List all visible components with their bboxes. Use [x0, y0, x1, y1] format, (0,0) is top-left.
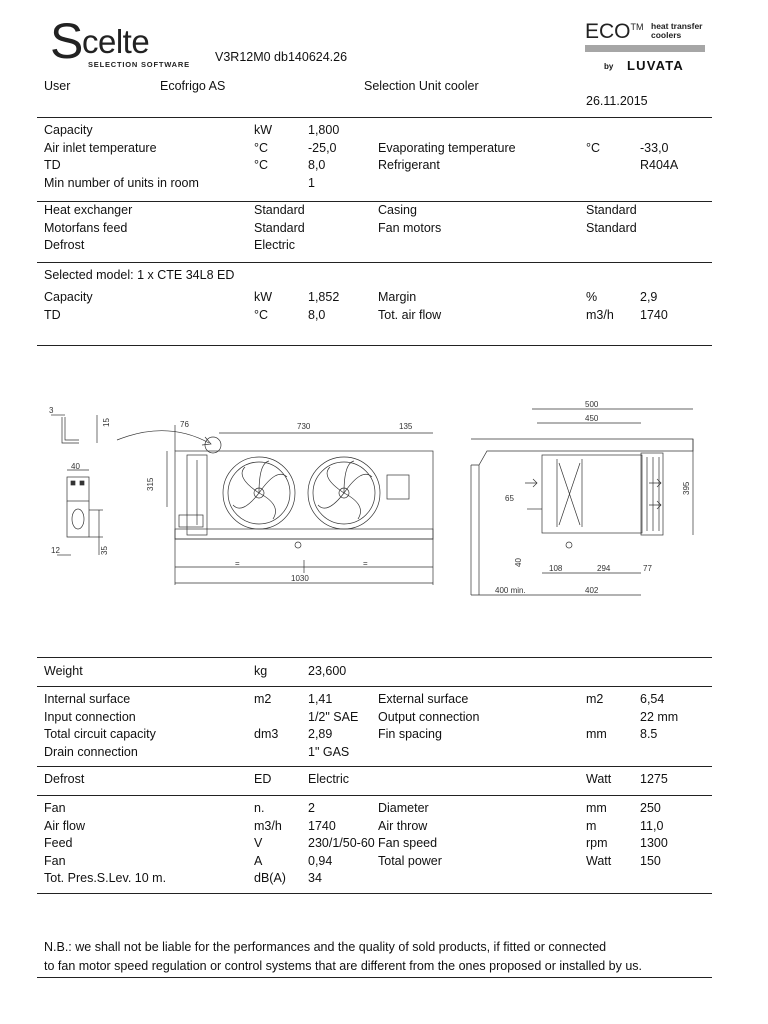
fans-value: 34 — [308, 871, 322, 886]
eco-tagline-2: coolers — [651, 30, 682, 40]
surfaces-unit2: m2 — [586, 692, 604, 706]
selected-value: 8,0 — [308, 308, 326, 322]
fans-label: Tot. Pres.S.Lev. 10 m. — [44, 871, 167, 886]
selected-unit: °C — [254, 308, 269, 322]
conditions-value: 8,0 — [308, 158, 326, 173]
selected-unit2: % — [586, 290, 598, 304]
fans-label: Fan — [44, 801, 66, 815]
fans-value2: 11,0 — [640, 818, 664, 833]
surfaces-value: 2,89 — [308, 727, 333, 742]
surfaces-label2: Output connection — [378, 709, 480, 724]
fans-label: Air flow — [44, 818, 85, 833]
eco-text: ECO — [585, 20, 631, 43]
conditions-unit: °C — [254, 140, 269, 155]
weight-value: 23,600 — [308, 664, 347, 678]
divider — [37, 345, 712, 346]
dim-500: 500 — [585, 400, 599, 409]
logo-initial: S — [50, 13, 84, 69]
surfaces-value2: 8.5 — [640, 727, 658, 742]
fans-label: Fan — [44, 853, 66, 868]
fans-unit: dB(A) — [254, 871, 286, 886]
fans-value: 1740 — [308, 818, 336, 833]
dim-40-side: 40 — [514, 558, 523, 567]
by-text: by — [604, 62, 614, 71]
selected-label2: Tot. air flow — [378, 308, 442, 322]
selected-model: Selected model: 1 x CTE 34L8 ED — [44, 268, 235, 282]
fans-unit2: rpm — [586, 836, 608, 851]
scelte-logo — [50, 13, 200, 70]
fans-unit: V — [254, 836, 263, 851]
surfaces-unit: dm3 — [254, 727, 279, 742]
surfaces-label2: External surface — [378, 692, 469, 706]
logo-subtitle: SELECTION SOFTWARE — [88, 60, 190, 69]
defrost-label: Defrost — [44, 772, 85, 786]
eco-tm: TM — [630, 22, 644, 32]
eco-logo — [585, 20, 644, 44]
conditions-unit: °C — [254, 158, 269, 173]
dim-12: 12 — [51, 546, 60, 555]
defrost-value: Electric — [308, 772, 349, 786]
dim-77: 77 — [643, 564, 652, 573]
fans-label2: Diameter — [378, 801, 429, 815]
dim-1030: 1030 — [291, 574, 309, 583]
options-value: Standard — [254, 220, 305, 235]
fans-unit2: Watt — [586, 853, 612, 868]
dim-40: 40 — [71, 462, 80, 471]
conditions-value2: R404A — [640, 158, 679, 173]
technical-drawing — [37, 395, 717, 610]
dim-135: 135 — [399, 422, 413, 431]
dim-400-min: 400 min. — [495, 586, 526, 595]
dim-395: 395 — [682, 481, 691, 495]
dim-294: 294 — [597, 564, 611, 573]
fans-value: 2 — [308, 801, 315, 815]
options-label2: Casing — [378, 203, 417, 217]
conditions-value: 1 — [308, 175, 315, 190]
dim-eq-right: = — [363, 559, 368, 568]
divider — [37, 795, 712, 796]
conditions-label: Min number of units in room — [44, 175, 199, 190]
bracket-detail — [51, 415, 103, 555]
fans-unit2: m — [586, 818, 597, 833]
divider — [37, 201, 712, 202]
surfaces-label: Input connection — [44, 709, 136, 724]
disclaimer-line-1: N.B.: we shall not be liable for the performances and the quality of sold products, if fitted or connected — [44, 940, 607, 954]
divider — [37, 262, 712, 263]
selection-type: Selection Unit cooler — [364, 79, 479, 93]
options-value2: Standard — [586, 220, 637, 235]
fans-label2: Air throw — [378, 818, 428, 833]
surfaces-value2: 6,54 — [640, 692, 665, 706]
surfaces-value: 1/2" SAE — [308, 709, 359, 724]
fans-label: Feed — [44, 836, 73, 851]
luvata-logo: LUVATA — [627, 58, 685, 73]
fans-value: 230/1/50-60 — [308, 836, 375, 851]
user-value: Ecofrigo AS — [160, 79, 226, 93]
dim-15: 15 — [102, 418, 111, 427]
options-value2: Standard — [586, 203, 637, 217]
selected-value2: 2,9 — [640, 290, 658, 304]
weight-label: Weight — [44, 664, 83, 678]
dim-35: 35 — [100, 546, 109, 555]
selected-value: 1,852 — [308, 290, 340, 304]
fans-value2: 250 — [640, 801, 661, 815]
fans-unit2: mm — [586, 801, 607, 815]
fans-value2: 150 — [640, 853, 661, 868]
dim-402: 402 — [585, 586, 599, 595]
conditions-value: 1,800 — [308, 123, 340, 137]
dim-730: 730 — [297, 422, 311, 431]
surfaces-label2: Fin spacing — [378, 727, 442, 742]
logo-word: celte — [82, 23, 150, 60]
divider — [37, 657, 712, 658]
dim-315: 315 — [146, 477, 155, 491]
surfaces-value: 1" GAS — [308, 744, 350, 759]
options-label: Motorfans feed — [44, 220, 128, 235]
surfaces-unit2: mm — [586, 727, 607, 742]
options-value: Standard — [254, 203, 305, 217]
fans-unit: A — [254, 853, 263, 868]
fans-unit: n. — [254, 801, 265, 815]
divider — [37, 686, 712, 687]
surfaces-label: Internal surface — [44, 692, 131, 706]
report-date: 26.11.2015 — [586, 94, 648, 108]
options-value: Electric — [254, 238, 295, 253]
fans-value2: 1300 — [640, 836, 668, 851]
divider — [37, 893, 712, 894]
surfaces-value2: 22 mm — [640, 709, 679, 724]
selected-unit: kW — [254, 290, 273, 304]
conditions-unit: kW — [254, 123, 273, 137]
options-label: Defrost — [44, 238, 85, 253]
divider — [37, 766, 712, 767]
dim-3: 3 — [49, 406, 54, 415]
dim-450: 450 — [585, 414, 599, 423]
surfaces-unit: m2 — [254, 692, 272, 706]
surfaces-label: Total circuit capacity — [44, 727, 156, 742]
defrost-power-value: 1275 — [640, 772, 668, 786]
conditions-label: Capacity — [44, 123, 93, 137]
divider — [37, 117, 712, 118]
options-label2: Fan motors — [378, 220, 442, 235]
conditions-value2: -33,0 — [640, 140, 669, 155]
surfaces-value: 1,41 — [308, 692, 333, 706]
fans-label2: Fan speed — [378, 836, 438, 851]
disclaimer-line-2: to fan motor speed regulation or control systems that are different from the ones proposed or installed by us. — [44, 959, 643, 973]
conditions-label: TD — [44, 158, 61, 173]
options-label: Heat exchanger — [44, 203, 133, 217]
selected-value2: 1740 — [640, 308, 668, 322]
version-info: V3R12M0 db140624.26 — [215, 50, 348, 64]
dim-65: 65 — [505, 494, 514, 503]
selected-label: Capacity — [44, 290, 93, 304]
defrost-unit: ED — [254, 772, 272, 786]
divider — [37, 977, 712, 978]
conditions-label2: Evaporating temperature — [378, 140, 516, 155]
defrost-power-unit: Watt — [586, 772, 612, 786]
surfaces-label: Drain connection — [44, 744, 138, 759]
eco-bar — [585, 45, 705, 52]
selected-unit2: m3/h — [586, 308, 614, 322]
conditions-unit2: °C — [586, 140, 601, 155]
eco-tagline-1: heat transfer — [651, 21, 703, 31]
fans-value: 0,94 — [308, 853, 333, 868]
user-label: User — [44, 79, 71, 93]
fans-label2: Total power — [378, 853, 442, 868]
conditions-label: Air inlet temperature — [44, 140, 157, 155]
conditions-label2: Refrigerant — [378, 158, 440, 173]
conditions-value: -25,0 — [308, 140, 337, 155]
dim-76: 76 — [180, 420, 189, 429]
unit-front-view — [167, 425, 433, 585]
eco-tagline — [651, 22, 703, 40]
dim-108: 108 — [549, 564, 563, 573]
weight-unit: kg — [254, 664, 268, 678]
selected-label2: Margin — [378, 290, 417, 304]
selected-label: TD — [44, 308, 61, 322]
fans-unit: m3/h — [254, 818, 282, 833]
dim-eq-left: = — [235, 559, 240, 568]
